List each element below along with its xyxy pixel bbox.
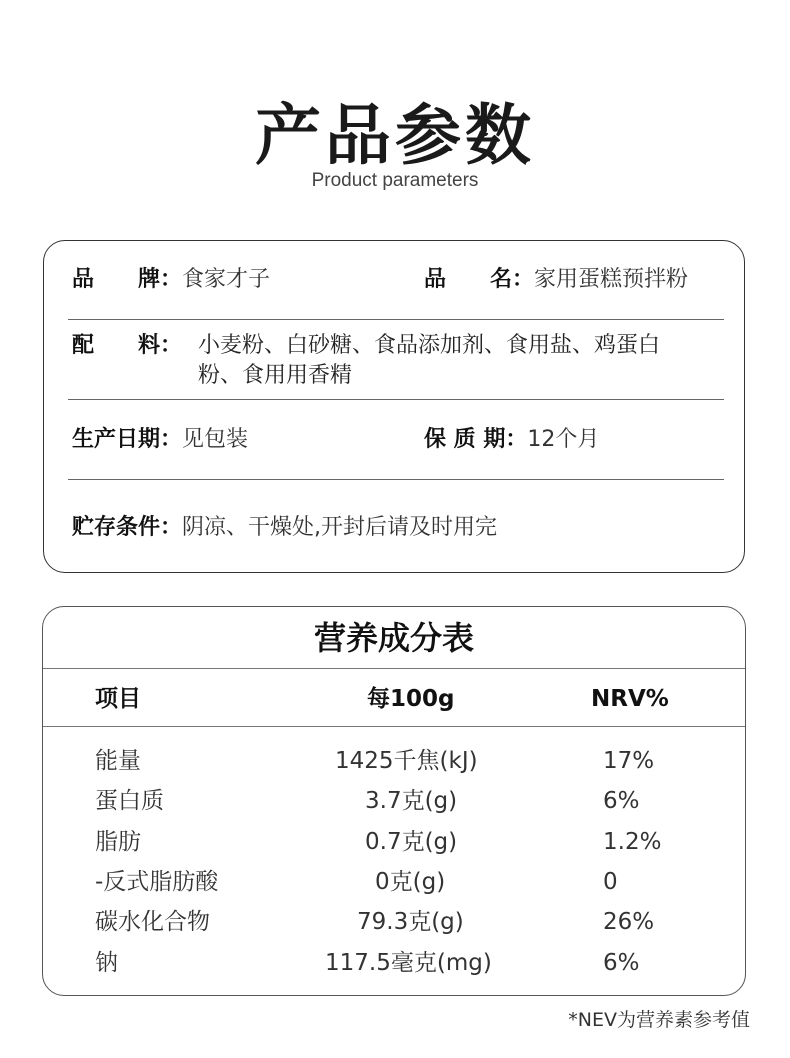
shelf-life-value: 12个月: [527, 427, 600, 452]
row-item: 蛋白质: [95, 788, 164, 814]
row-nrv: 26%: [603, 909, 655, 935]
storage-field: [72, 513, 497, 543]
row-item: 脂肪: [95, 829, 141, 855]
ingredients-label: 配 料：: [72, 333, 183, 358]
header-per100g: 每100g: [367, 686, 455, 712]
product-name-field: [424, 265, 688, 295]
header-nrv: NRV%: [591, 686, 669, 712]
footnote: *NEV为营养素参考值: [568, 1009, 750, 1031]
production-date-field: [72, 425, 248, 455]
table-divider: [43, 726, 745, 727]
storage-label: 贮存条件：: [72, 515, 183, 540]
ingredients-line-2: 粉、食用用香精: [198, 363, 353, 388]
storage-value: 阴凉、干燥处,开封后请及时用完: [182, 515, 498, 540]
row-divider: [68, 479, 724, 480]
production-date-label: 生产日期：: [72, 427, 183, 452]
nutrition-table: [42, 606, 746, 996]
row-per100g: 1425千焦(kJ): [335, 748, 478, 774]
row-nrv: 0: [603, 869, 618, 895]
row-per100g: 79.3克(g): [357, 909, 464, 935]
brand-label: 品 牌：: [72, 267, 183, 292]
brand-value: 食家才子: [182, 267, 271, 292]
row-nrv: 6%: [603, 950, 640, 976]
shelf-life-field: [424, 425, 599, 455]
header-item: 项目: [95, 686, 141, 712]
product-parameters-box: [43, 240, 745, 573]
product-name-label: 品 名：: [424, 267, 535, 292]
row-per100g: 3.7克(g): [365, 788, 458, 814]
production-date-value: 见包装: [182, 427, 249, 452]
row-divider: [68, 399, 724, 400]
row-item: 钠: [95, 950, 118, 976]
row-per100g: 0.7克(g): [365, 829, 458, 855]
row-per100g: 117.5毫克(mg): [325, 950, 492, 976]
shelf-life-label: 保 质 期：: [424, 427, 528, 452]
ingredients-label-wrap: [72, 331, 182, 361]
row-nrv: 6%: [603, 788, 640, 814]
row-nrv: 17%: [603, 748, 655, 774]
table-divider: [43, 668, 745, 669]
row-item: -反式脂肪酸: [95, 869, 219, 895]
page-title: 产品参数: [255, 97, 535, 174]
product-name-value: 家用蛋糕预拌粉: [534, 267, 689, 292]
row-item: 碳水化合物: [95, 909, 210, 935]
brand-field: [72, 265, 270, 295]
row-nrv: 1.2%: [603, 829, 662, 855]
page-subtitle: Product parameters: [311, 170, 479, 191]
ingredients-line-1: 小麦粉、白砂糖、食品添加剂、食用盐、鸡蛋白: [198, 333, 661, 358]
row-item: 能量: [95, 748, 141, 774]
row-divider: [68, 319, 724, 320]
nutrition-title: 营养成分表: [313, 619, 474, 657]
row-per100g: 0克(g): [375, 869, 446, 895]
